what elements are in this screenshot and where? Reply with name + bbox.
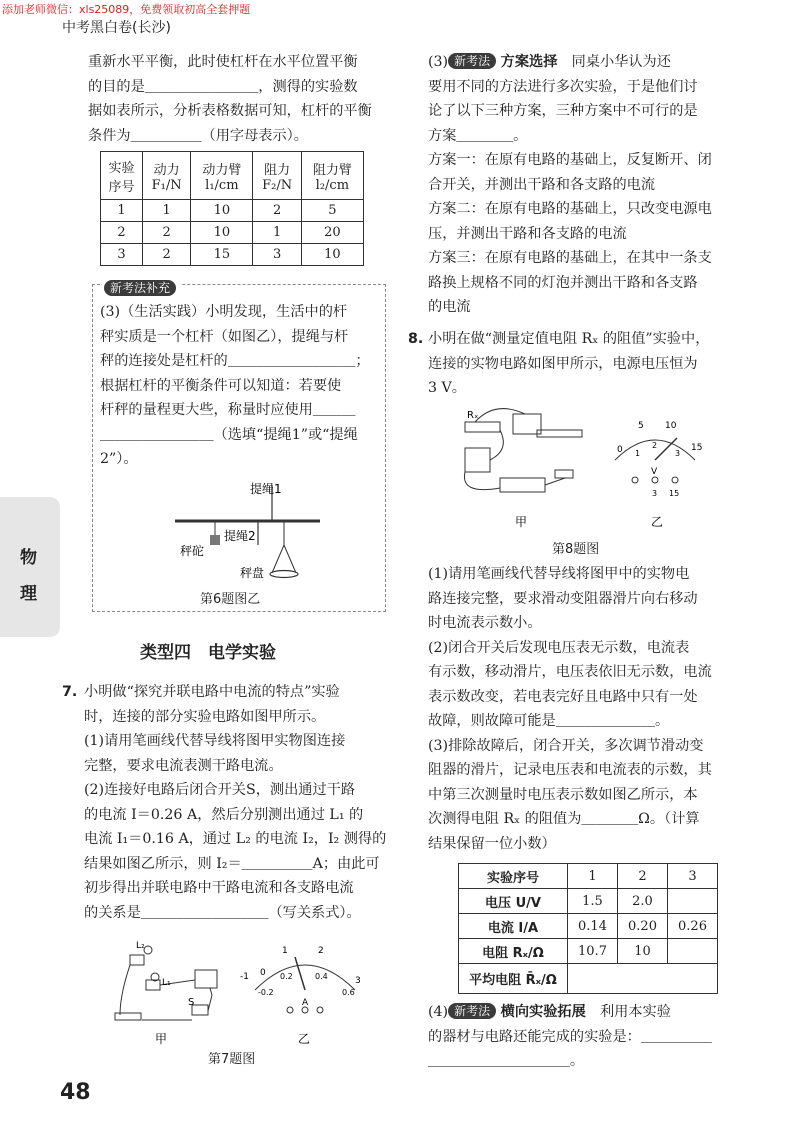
svg-text:0.6: 0.6 <box>342 988 355 997</box>
q7-fig-jia: 甲 <box>155 1032 168 1045</box>
new-method-tag: 新考法 <box>448 53 496 69</box>
q7-fig-yi: 乙 <box>298 1032 311 1045</box>
table-row: 1 1 10 2 5 <box>101 200 364 222</box>
new-method-tag-2: 新考法 <box>448 1003 496 1019</box>
page-number: 48 <box>60 1080 91 1105</box>
voltmeter-label: V <box>651 467 658 477</box>
svg-text:2: 2 <box>318 946 324 956</box>
svg-text:3: 3 <box>355 976 361 986</box>
table-row: 平均电阻 R̄ₓ/Ω <box>459 964 718 994</box>
rope1-label: 提绳1 <box>250 482 282 496</box>
svg-text:0: 0 <box>260 968 266 978</box>
table-row: 实验序号 1 2 3 <box>459 864 718 889</box>
q8-circuit-figure <box>455 400 725 530</box>
q8-part4-text: (4) 新考法 横向实验拓展 利用本实验 的器材与电路还能完成的实验是：＿＿＿＿＿ ＿＿＿＿＿＿＿＿＿＿。 <box>428 1004 712 1069</box>
svg-text:0.2: 0.2 <box>280 972 293 981</box>
svg-text:-0.2: -0.2 <box>258 988 274 997</box>
table-row: 电压 U/V 1.5 2.0 <box>459 889 718 914</box>
l2-label: L₂ <box>136 941 145 951</box>
section-title: 类型四 电学实验 <box>140 643 276 663</box>
table-row: 电阻 Rₓ/Ω 10.7 10 <box>459 939 718 964</box>
weight-label: 秤砣 <box>180 544 205 558</box>
svg-text:0: 0 <box>617 445 623 455</box>
q6-lever-table: 实验 序号 动力 F₁/N 动力臂 l₁/cm 阻力 F₂/N 阻力臂 l₂/cm 1 1 10 2 5 2 2 10 1 20 3 2 15 3 10 <box>100 151 364 266</box>
page-header: 中考黑白卷(长沙) <box>62 20 171 36</box>
q7-text: 7. 小明做“探究并联电路中电流的特点”实验 时，连接的部分实验电路如图甲所示。 (1)请用笔画线代替导线将图甲实物图连接 完整，要求电流表测干路电流。 (2)连接好电路后闭合开关S，测出通过干路 的电流 I＝0.26 A，然后分别测出通过 L₁ 的 电流 I₁＝0.16 A，通过 L₂ 的电流 I₂，I₂ 测得的 结果如图乙所示，则 I₂＝＿＿＿＿＿A；由此可 初步得出并联电路中干路电流和各支路电流 的关系是＿＿＿＿＿＿＿＿＿（写关系式）。 <box>62 684 387 921</box>
rx-label: Rₓ <box>467 410 479 421</box>
fig6-caption: 第6题图乙 <box>200 592 261 607</box>
svg-text:10: 10 <box>665 421 677 431</box>
q8-fig-yi: 乙 <box>651 515 664 529</box>
q8-resistance-table <box>458 863 718 994</box>
svg-text:3: 3 <box>675 449 681 458</box>
q8-intro-text: 8. 小明在做“测量定值电阻 Rₓ 的阻值”实验中， 连接的实物电路如图甲所示，电源电压恒为 3 V。 <box>408 331 710 396</box>
svg-text:2: 2 <box>652 441 658 450</box>
steelyard-figure <box>160 475 340 590</box>
fig7-caption: 第7题图 <box>208 1052 256 1067</box>
subject-label: 物 理 <box>20 548 37 604</box>
svg-text:0.4: 0.4 <box>315 972 328 981</box>
svg-text:1: 1 <box>282 946 288 956</box>
svg-text:3: 3 <box>652 489 658 498</box>
rope2-label: 提绳2 <box>224 529 256 543</box>
svg-text:5: 5 <box>638 421 644 431</box>
svg-text:15: 15 <box>691 443 703 453</box>
q7-circuit-figure <box>100 935 390 1045</box>
table-row: 3 2 15 3 10 <box>101 244 364 266</box>
q7-part3-text: (3) 新考法 方案选择 同桌小华认为还 要用不同的方法进行多次实验，于是他们讨 论了以下三种方案，三种方案中不可行的是 方案＿＿＿＿。 方案一：在原有电路的基础上，反复断开、闭 合开关，并测出干路和各支路的电流 方案二：在原有电路的基础上，只改变电源电 压，并测出干路和各支路的电流 方案三：在原有电路的基础上，在其中一条支 路换上规格不同的灯泡并测出干路和各支路 的电流 <box>428 54 712 315</box>
q6-continued-text: 重新水平平衡，此时使杠杆在水平位置平衡 的目的是＿＿＿＿＿＿＿＿，测得的实验数 据如表所示，分析表格数据可知，杠杆的平衡 条件为＿＿＿＿＿（用字母表示）。 <box>88 54 372 144</box>
supplement-tag: 新考法补充 <box>100 278 180 297</box>
svg-text:-1: -1 <box>240 972 249 982</box>
q6-supplement-text: (3)（生活实践）小明发现，生活中的杆 秤实质是一个杠杆（如图乙），提绳与杆 秤的连接处是杠杆的＿＿＿＿＿＿＿＿＿； 根据杠杆的平衡条件可以知道：若要使 杆秤的量程更大些，称量时应使用＿＿＿ ＿＿＿＿＿＿＿＿（选填“提绳1”或“提绳 2”）。 <box>100 304 370 467</box>
switch-label: S <box>188 997 195 1008</box>
q8-parts-text: (1)请用笔画线代替导线将图甲中的实物电 路连接完整，要求滑动变阻器滑片向右移动 时电流表示数小。 (2)闭合开关后发现电压表无示数，电流表 有示数，移动滑片，电压表依旧无示数，电流 表示数改变，若电表完好且电路中只有一处 故障，则故障可能是＿＿＿＿＿＿＿。 (3)排除故障后，闭合开关，多次调节滑动变 阻器的滑片，记录电压表和电流表的示数，其 中第三次测量时电压表示数如图乙所示，本 次测得电阻 Rₓ 的阻值为＿＿＿＿Ω。（计算 结果保留一位小数） <box>428 566 712 852</box>
table-row: 2 2 10 1 20 <box>101 222 364 244</box>
l1-label: L₁ <box>162 978 171 988</box>
pan-label: 秤盘 <box>240 566 265 580</box>
fig8-caption: 第8题图 <box>552 542 600 557</box>
watermark: 添加老师微信：xls25089，免费领取初高全套押题 <box>2 3 251 16</box>
ammeter-label: A <box>302 998 309 1008</box>
q8-fig-jia: 甲 <box>515 515 528 529</box>
svg-text:15: 15 <box>669 489 680 498</box>
table-row: 电流 I/A 0.14 0.20 0.26 <box>459 914 718 939</box>
svg-text:1: 1 <box>635 449 641 458</box>
